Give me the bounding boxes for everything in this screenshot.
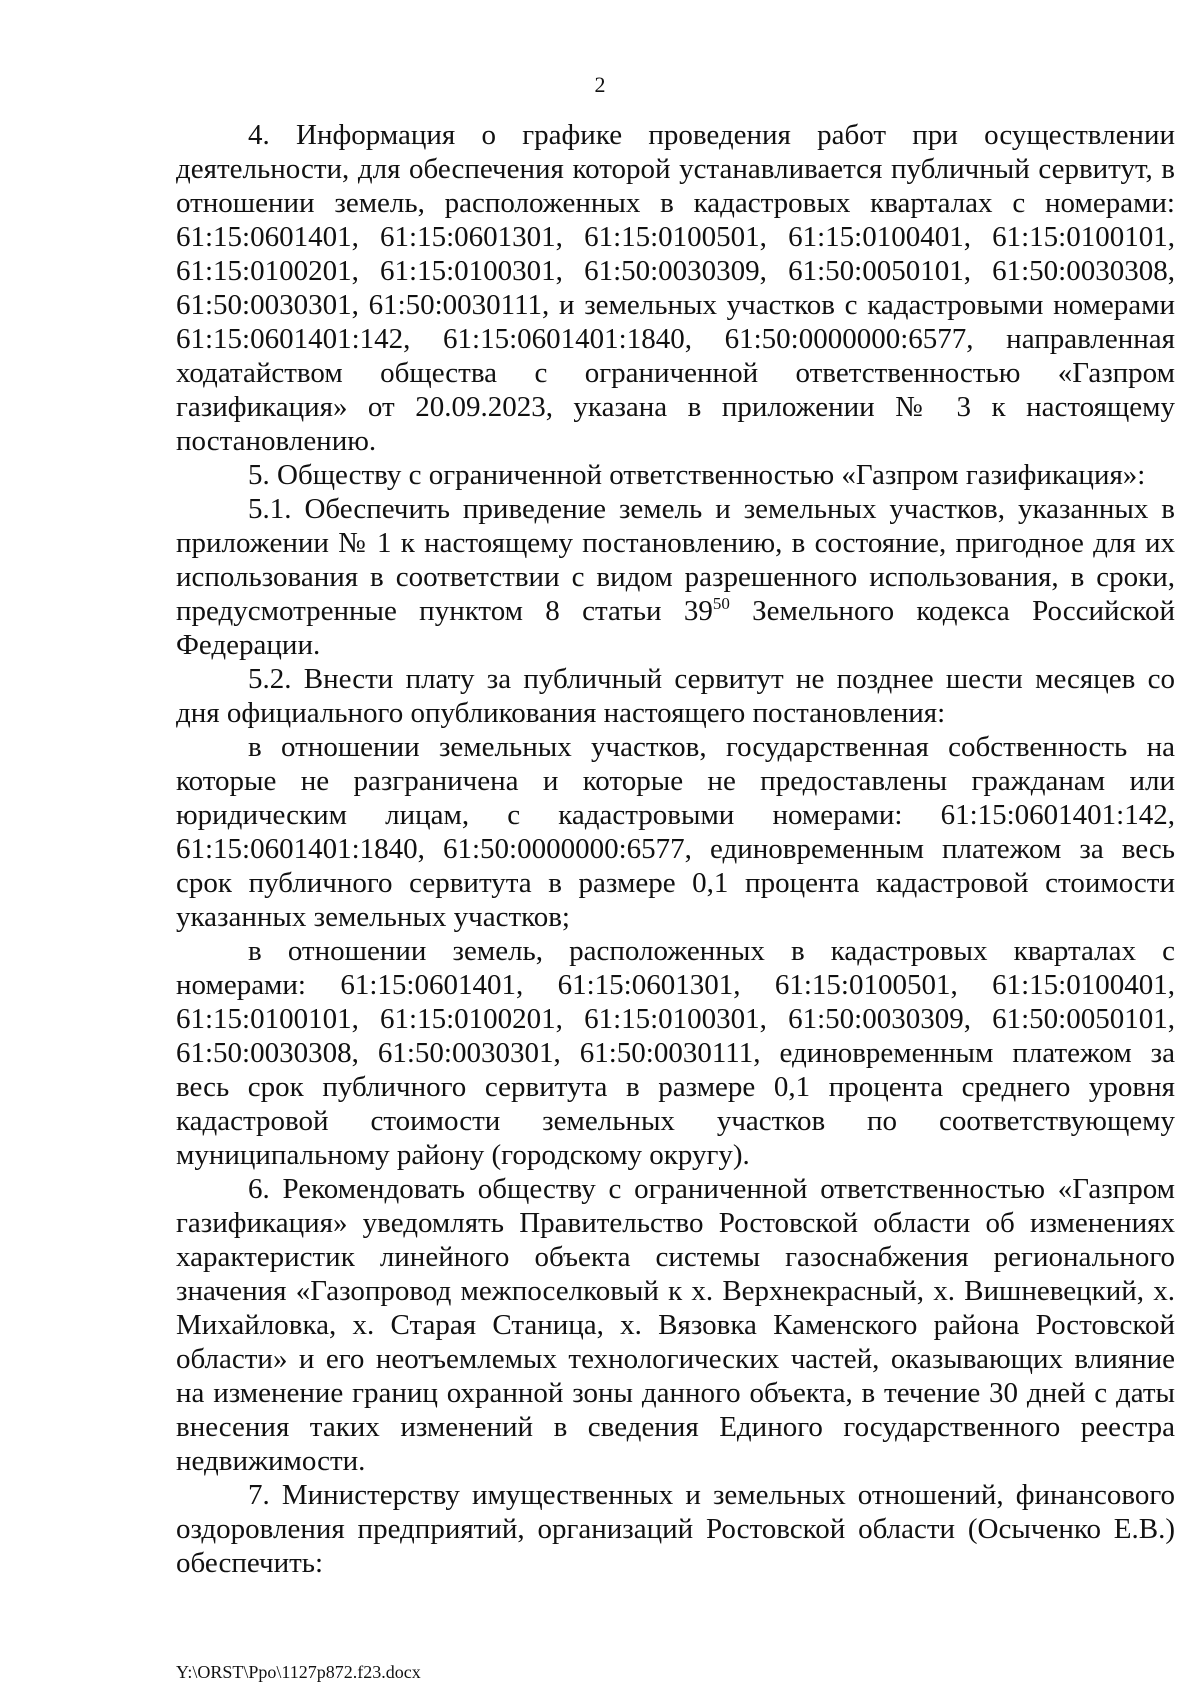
paragraph-5-1-tail: Земельного кодекса Российской Федерации. xyxy=(176,595,1175,661)
paragraph-7: 7. Министерству имущественных и земельных отношений, финансового оздоровления предприятий, организаций Ростовской области (Осыченко Е.В.) обеспечить: xyxy=(176,1479,1175,1579)
paragraph-4: 4. Информация о графике проведения работ при осуществлении деятельности, для обеспечения которой устанавливается публичный сервитут, в отношении земель, расположенных в кадастровых кварталах с номерами: 61:15:0601401, 61:15:0601301, 61:15:0100501, 61:15:0100401, 61:15:0100101, 61:15:0100201, 61:15:0100301, 61:50:0030309, 61:50:0050101, 61:50:0030308, 61:50:0030301, 61:50:0030111, и земельных участков с кадастровыми номерами 61:15:0601401:142, 61:15:0601401:1840, 61:50:0000000:6577, направленная ходатайством общества с ограниченной ответственностью «Газпром газификация» от 20.09.2023, указана в приложении № 3 к настоящему постановлению. xyxy=(176,119,1175,457)
footer-file-path: Y:\ORST\Ppo\1127p872.f23.docx xyxy=(176,1662,421,1682)
paragraph-5: 5. Обществу с ограниченной ответственностью «Газпром газификация»: xyxy=(248,459,1146,491)
paragraph-5-2-cadastral-quarters: в отношении земель, расположенных в кадастровых кварталах с номерами: 61:15:0601401, 61:15:0601301, 61:15:0100501, 61:15:0100401, 61:15:0100101, 61:15:0100201, 61:15:0100301, 61:50:0030309, 61:50:0050101, 61:50:0030308, 61:50:0030301, 61:50:0030111, единовременным платежом за весь срок публичного сервитута в размере 0,1 процента среднего уровня кадастровой стоимости земельных участков по соответствующему муниципальному району (городскому округу). xyxy=(176,935,1175,1171)
paragraph-5-1 xyxy=(176,492,1175,662)
document-body xyxy=(176,118,1175,1580)
paragraph-5-2-land-plots: в отношении земельных участков, государственная собственность на которые не разграничена и которые не предоставлены гражданам или юридическим лицам, с кадастровыми номерами: 61:15:0601401:142, 61:15:0601401:1840, 61:50:0000000:6577, единовременным платежом за весь срок публичного сервитута в размере 0,1 процента кадастровой стоимости указанных земельных участков; xyxy=(176,731,1175,933)
paragraph-5-2: 5.2. Внести плату за публичный сервитут не позднее шести месяцев со дня официального опубликования настоящего постановления: xyxy=(176,663,1175,729)
page-number: 2 xyxy=(594,72,606,97)
paragraph-6: 6. Рекомендовать обществу с ограниченной ответственностью «Газпром газификация» уведомлять Правительство Ростовской области об изменениях характеристик линейного объекта системы газоснабжения регионального значения «Газопровод межпоселковый к х. Верхнекрасный, х. Вишневецкий, х. Михайловка, х. Старая Станица, х. Вязовка Каменского района Ростовской области» и его неотъемлемых технологических частей, оказывающих влияние на изменение границ охранной зоны данного объекта, в течение 30 дней с даты внесения таких изменений в сведения Единого государственного реестра недвижимости. xyxy=(176,1173,1175,1477)
paragraph-5-1-text: 5.1. Обеспечить приведение земель и земельных участков, указанных в приложении № 1 к настоящему постановлению, в состояние, пригодное для их использования в соответствии с видом разрешенного использования, в сроки, предусмотренные пунктом 8 статьи 39 xyxy=(176,493,1175,627)
article-superscript: 50 xyxy=(712,594,730,613)
